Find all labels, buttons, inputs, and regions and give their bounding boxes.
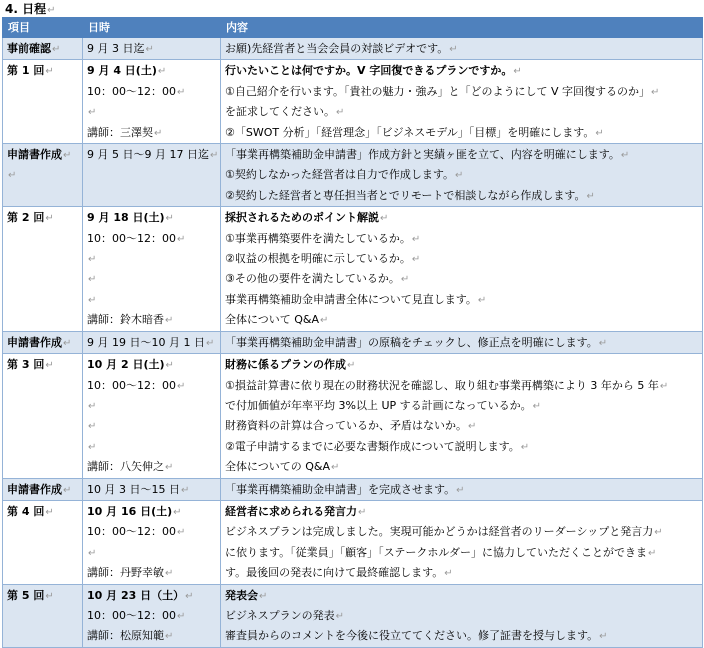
cell-line: [87, 376, 217, 396]
cell-text: ②「SWOT 分析」「経営理念」「ビジネスモデル」「目標」を明確にします。: [225, 125, 595, 139]
header-cell-content: 内容: [221, 18, 703, 38]
cell-line: [7, 586, 79, 606]
cell-text: ②契約した経営者と専任担当者とでリモートで相談しながら作成します。: [225, 188, 586, 202]
cell-line: [225, 82, 699, 102]
cell-line: [87, 208, 217, 228]
cell-text: 全体について Q&A: [225, 313, 320, 327]
cell-line: [225, 416, 699, 436]
item-cell: [3, 207, 83, 331]
paragraph-mark-icon: ↵: [63, 484, 72, 496]
cell-line: [225, 586, 699, 606]
cell-text: ②電子申請するまでに必要な書類作成について説明します。: [225, 439, 520, 453]
paragraph-mark-icon: ↵: [331, 462, 340, 474]
paragraph-mark-icon: ↵: [456, 484, 465, 496]
item-cell: [3, 331, 83, 353]
datetime-cell: [83, 500, 221, 584]
datetime-cell: [83, 478, 221, 500]
paragraph-mark-icon: ↵: [654, 527, 663, 539]
paragraph-mark-icon: ↵: [88, 274, 97, 286]
paragraph-mark-icon: ↵: [347, 360, 356, 372]
cell-line: [7, 39, 79, 59]
cell-text: 「事業再構築補助金申請書」作成方針と実績ヶ匪を立て、内容を明確にします。: [225, 148, 620, 162]
paragraph-mark-icon: ↵: [45, 213, 54, 225]
cell-text: ①事業再構築要件を満たしているか。: [225, 231, 411, 245]
cell-line: [225, 269, 699, 289]
paragraph-mark-icon: ↵: [52, 44, 61, 55]
table-row: [3, 584, 703, 647]
paragraph-mark-icon: ↵: [177, 380, 186, 392]
cell-line: [87, 82, 217, 102]
item-cell: [3, 584, 83, 647]
content-cell: [221, 144, 703, 207]
cell-line: [87, 310, 217, 330]
datetime-cell: [83, 584, 221, 647]
paragraph-mark-icon: ↵: [411, 254, 421, 266]
paragraph-mark-icon: ↵: [411, 233, 421, 245]
paragraph-mark-icon: ↵: [63, 150, 72, 162]
paragraph-mark-icon: ↵: [45, 66, 54, 78]
cell-line: [87, 437, 217, 457]
datetime-cell: [83, 60, 221, 144]
cell-line: [7, 61, 79, 81]
paragraph-mark-icon: ↵: [177, 233, 186, 245]
cell-text: 申請書作成: [7, 335, 62, 349]
content-cell: [221, 500, 703, 584]
cell-line: [87, 522, 217, 542]
paragraph-mark-icon: ↵: [165, 315, 174, 327]
cell-line: [225, 376, 699, 396]
cell-line: [87, 606, 217, 626]
paragraph-mark-icon: ↵: [88, 547, 97, 559]
cell-line: [87, 502, 217, 522]
paragraph-mark-icon: ↵: [532, 400, 542, 412]
cell-line: [87, 355, 217, 375]
cell-text: 採択されるためのポイント解説: [225, 211, 379, 225]
cell-text: 10：00～12：00: [87, 84, 176, 98]
cell-text: ①自己紹介を行います。「貴社の魅力・強み」と「どのようにして V 字回復するのか」: [225, 84, 650, 98]
cell-text: 事前確認: [7, 42, 51, 55]
cell-line: [225, 249, 699, 269]
paragraph-mark-icon: ↵: [520, 441, 530, 453]
cell-text: を証求してください。: [225, 105, 335, 119]
cell-line: [225, 186, 699, 206]
cell-line: [225, 396, 699, 416]
cell-line: [7, 480, 79, 500]
cell-line: [87, 563, 217, 583]
cell-line: [7, 502, 79, 522]
cell-text: ③その他の要件を満たしているか。: [225, 272, 400, 286]
table-row: [3, 500, 703, 584]
content-cell: [221, 207, 703, 331]
paragraph-mark-icon: ↵: [651, 86, 660, 98]
datetime-cell: [83, 38, 221, 60]
cell-line: [87, 61, 217, 81]
paragraph-mark-icon: ↵: [595, 127, 604, 139]
cell-text: 経営者に求められる発言力: [225, 504, 357, 518]
paragraph-mark-icon: ↵: [599, 631, 608, 643]
cell-line: [87, 416, 217, 436]
cell-text: 全体についての Q&A: [225, 460, 331, 474]
datetime-cell: [83, 331, 221, 353]
cell-line: [225, 102, 699, 122]
cell-line: [225, 563, 699, 583]
cell-line: [87, 229, 217, 249]
cell-text: す。最後回の発表に向けて最終確認します。: [225, 566, 444, 580]
cell-line: [225, 457, 699, 477]
cell-text: 10：00～12：00: [87, 231, 176, 245]
content-cell: [221, 60, 703, 144]
cell-text: 講師：三澤契: [87, 125, 153, 139]
header-cell-datetime: 日時: [83, 18, 221, 38]
paragraph-mark-icon: ↵: [513, 66, 522, 78]
paragraph-mark-icon: ↵: [88, 254, 97, 266]
paragraph-mark-icon: ↵: [45, 506, 54, 518]
paragraph-mark-icon: ↵: [88, 294, 97, 306]
paragraph-mark-icon: ↵: [477, 294, 487, 306]
cell-line: [87, 457, 217, 477]
paragraph-mark-icon: ↵: [45, 590, 54, 602]
cell-text: 9 月 3 日迄: [87, 42, 145, 55]
paragraph-mark-icon: ↵: [47, 5, 56, 16]
cell-text: 申請書作成: [7, 148, 62, 162]
cell-text: 行いたいことは何ですか。V 字回復できるプランですか。: [225, 64, 513, 78]
cell-line: [225, 437, 699, 457]
paragraph-mark-icon: ↵: [88, 400, 97, 412]
paragraph-mark-icon: ↵: [173, 506, 182, 518]
paragraph-mark-icon: ↵: [205, 337, 215, 349]
cell-line: [7, 145, 79, 165]
paragraph-mark-icon: ↵: [88, 441, 97, 453]
cell-text: 10：00～12：00: [87, 525, 176, 539]
paragraph-mark-icon: ↵: [444, 568, 453, 580]
cell-line: [225, 165, 699, 185]
cell-line: [87, 586, 217, 606]
paragraph-mark-icon: ↵: [468, 421, 477, 433]
cell-text: 10 月 3 日～15 日: [87, 482, 180, 496]
cell-line: [225, 480, 699, 500]
cell-text: 財務に係るプランの作成: [225, 358, 346, 372]
paragraph-mark-icon: ↵: [45, 360, 54, 372]
cell-line: [225, 61, 699, 81]
cell-line: [7, 333, 79, 353]
item-cell: [3, 478, 83, 500]
paragraph-mark-icon: ↵: [177, 86, 186, 98]
cell-line: [225, 543, 699, 563]
paragraph-mark-icon: ↵: [659, 380, 669, 392]
cell-text: 9 月 19 日～10 月 1 日: [87, 335, 205, 349]
cell-line: [225, 123, 699, 143]
paragraph-mark-icon: ↵: [8, 170, 17, 182]
item-cell: [3, 38, 83, 60]
schedule-table: [2, 17, 703, 648]
cell-text: ①契約しなかった経営者は自力で作成します。: [225, 168, 454, 182]
cell-line: [225, 208, 699, 228]
paragraph-mark-icon: ↵: [259, 590, 268, 602]
cell-text: 「事業再構築補助金申請書」を完成させます。: [225, 482, 456, 496]
cell-line: [87, 290, 217, 310]
cell-line: [87, 145, 217, 165]
cell-text: 第 3 回: [7, 358, 45, 372]
paragraph-mark-icon: ↵: [177, 610, 186, 622]
paragraph-mark-icon: ↵: [209, 150, 219, 162]
cell-line: [87, 39, 217, 59]
content-cell: [221, 584, 703, 647]
cell-line: [87, 249, 217, 269]
cell-line: [87, 480, 217, 500]
cell-text: 申請書作成: [7, 482, 62, 496]
cell-line: [87, 396, 217, 416]
cell-line: [87, 543, 217, 563]
cell-text: ビジネスプランの発表: [225, 608, 335, 622]
paragraph-mark-icon: ↵: [88, 421, 97, 433]
cell-line: [225, 290, 699, 310]
datetime-cell: [83, 207, 221, 331]
cell-text: 10：00～12：00: [87, 608, 176, 622]
table-row: [3, 331, 703, 353]
paragraph-mark-icon: ↵: [598, 337, 608, 349]
table-row: [3, 478, 703, 500]
cell-line: [225, 145, 699, 165]
cell-text: 10 月 23 日（土）: [87, 588, 185, 602]
paragraph-mark-icon: ↵: [335, 610, 345, 622]
paragraph-mark-icon: ↵: [165, 631, 174, 643]
paragraph-mark-icon: ↵: [157, 66, 167, 78]
cell-text: 第 5 回: [7, 588, 45, 602]
cell-text: 10：00～12：00: [87, 378, 176, 392]
cell-line: [87, 269, 217, 289]
datetime-cell: [83, 144, 221, 207]
cell-line: [225, 522, 699, 542]
paragraph-mark-icon: ↵: [165, 462, 174, 474]
paragraph-mark-icon: ↵: [358, 506, 367, 518]
cell-text: お願)先経営者と当会会員の対談ビデオです。: [225, 42, 449, 55]
cell-line: [225, 355, 699, 375]
cell-line: [87, 333, 217, 353]
paragraph-mark-icon: ↵: [185, 590, 194, 602]
schedule-rows: [3, 38, 703, 648]
paragraph-mark-icon: ↵: [380, 213, 389, 225]
table-row: [3, 60, 703, 144]
content-cell: [221, 354, 703, 478]
cell-text: ②収益の根拠を明確に示しているか。: [225, 252, 411, 266]
cell-line: [87, 102, 217, 122]
header-cell-item: 項目: [3, 18, 83, 38]
paragraph-mark-icon: ↵: [165, 568, 174, 580]
paragraph-mark-icon: ↵: [154, 127, 163, 139]
content-cell: [221, 331, 703, 353]
cell-text: ①損益計算書に依り現在の財務状況を確認し、取り組む事業再構築により 3 年から 5 年: [225, 378, 659, 392]
content-cell: [221, 478, 703, 500]
paragraph-mark-icon: ↵: [454, 170, 464, 182]
table-row: [3, 354, 703, 478]
cell-text: 財務資料の計算は合っているか、矛盾はないか。: [225, 419, 467, 433]
cell-text: 第 2 回: [7, 211, 45, 225]
table-row: [3, 38, 703, 60]
item-cell: [3, 500, 83, 584]
cell-line: [87, 626, 217, 646]
datetime-cell: [83, 354, 221, 478]
paragraph-mark-icon: ↵: [145, 44, 154, 55]
paragraph-mark-icon: ↵: [88, 107, 97, 119]
cell-text: ビジネスプランは完成しました。実現可能かどうかは経営者のリーダーシップと発言力: [225, 525, 654, 539]
paragraph-mark-icon: ↵: [586, 190, 595, 202]
cell-line: [7, 165, 79, 185]
cell-line: [225, 310, 699, 330]
cell-text: 講師：鈴木暗香: [87, 313, 164, 327]
item-cell: [3, 60, 83, 144]
table-row: [3, 144, 703, 207]
cell-line: [87, 123, 217, 143]
item-cell: [3, 354, 83, 478]
cell-text: で付加価値が年率平均 3%以上 UP する計画になっているか。: [225, 398, 532, 412]
cell-line: [7, 355, 79, 375]
cell-text: 発表会: [225, 588, 258, 602]
content-cell: [221, 38, 703, 60]
cell-text: 事業再構築補助金申請書全体について見直します。: [225, 292, 477, 306]
paragraph-mark-icon: ↵: [647, 547, 657, 559]
cell-text: 講師：八矢伸之: [87, 460, 164, 474]
cell-line: [225, 39, 699, 59]
cell-line: [225, 626, 699, 646]
cell-text: 9 月 18 日(土): [87, 211, 165, 225]
cell-text: 第 4 回: [7, 504, 45, 518]
paragraph-mark-icon: ↵: [336, 107, 345, 119]
cell-text: 9 月 4 日(土): [87, 64, 157, 78]
paragraph-mark-icon: ↵: [400, 274, 410, 286]
cell-line: [225, 333, 699, 353]
cell-text: 10 月 16 日(土): [87, 504, 173, 518]
cell-text: 10 月 2 日(土): [87, 358, 165, 372]
paragraph-mark-icon: ↵: [63, 337, 72, 349]
paragraph-mark-icon: ↵: [165, 213, 174, 225]
cell-line: [7, 208, 79, 228]
table-header-row: [3, 18, 703, 38]
cell-line: [225, 606, 699, 626]
cell-line: [225, 502, 699, 522]
cell-text: 「事業再構築補助金申請書」の原稿をチェックし、修正点を明確にします。: [225, 335, 598, 349]
paragraph-mark-icon: ↵: [180, 484, 190, 496]
cell-text: に依ります。「従業員」「顧客」「ステークホルダー」に協力していただくことができま: [225, 545, 647, 559]
section-heading: [5, 1, 55, 17]
paragraph-mark-icon: ↵: [449, 44, 458, 55]
cell-line: [225, 229, 699, 249]
table-row: [3, 207, 703, 331]
cell-text: 第 1 回: [7, 64, 45, 78]
item-cell: [3, 144, 83, 207]
paragraph-mark-icon: ↵: [620, 150, 630, 162]
cell-text: 講師：松原知範: [87, 629, 164, 643]
section-title: 4. 日程: [5, 2, 47, 16]
cell-text: 9 月 5 日～9 月 17 日迄: [87, 148, 209, 162]
paragraph-mark-icon: ↵: [177, 527, 186, 539]
paragraph-mark-icon: ↵: [320, 315, 329, 327]
cell-text: 講師：丹野幸敏: [87, 566, 164, 580]
cell-text: 審査員からのコメントを今後に役立ててください。修了証書を授与します。: [225, 629, 599, 643]
paragraph-mark-icon: ↵: [165, 360, 174, 372]
